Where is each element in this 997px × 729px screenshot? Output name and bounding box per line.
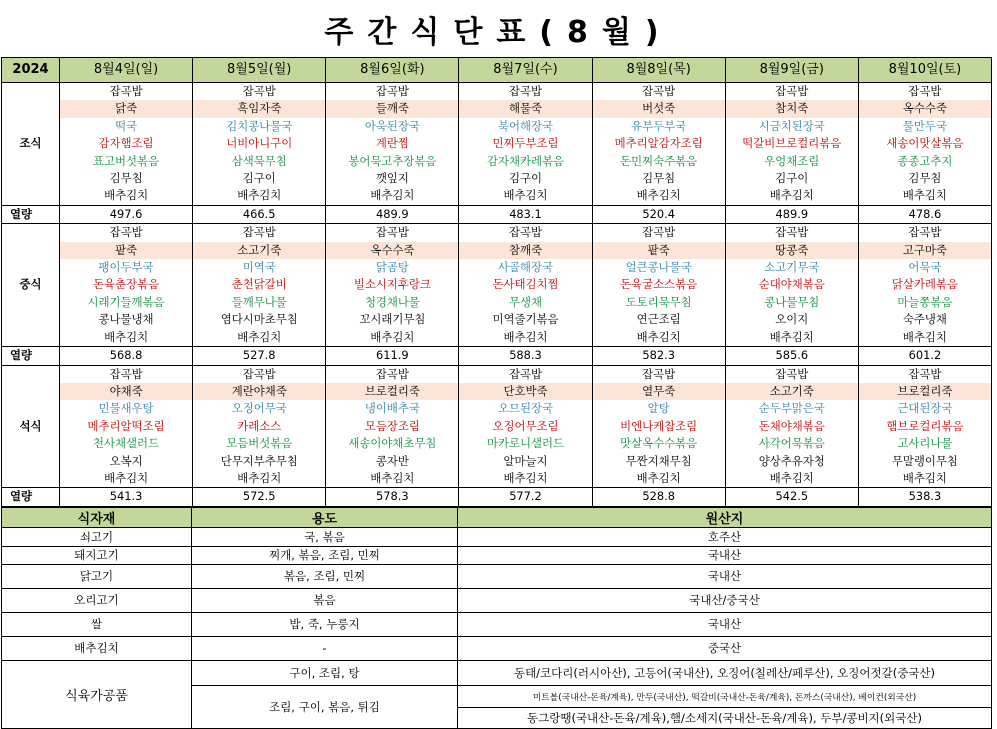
menu-item: 김무침 [592, 170, 725, 187]
menu-item: 김구이 [193, 170, 326, 187]
menu-item: 소고기죽 [725, 383, 858, 400]
menu-item: 닭살카레볶음 [858, 276, 991, 293]
menu-item: 메추리알떡조림 [60, 418, 193, 435]
menu-item: 잡곡밥 [858, 224, 991, 242]
menu-item: 배추김치 [858, 329, 991, 347]
menu-item: 옥수수죽 [326, 242, 459, 259]
calorie-row [2, 205, 992, 223]
menu-item: 잡곡밥 [60, 365, 193, 383]
menu-item: 오므된장국 [459, 400, 592, 417]
menu-item: 도토리묵무침 [592, 294, 725, 311]
menu-item: 너비아니구이 [193, 135, 326, 152]
menu-item: 잡곡밥 [858, 365, 991, 383]
origin-use: 찌개, 볶음, 조림, 민찌 [192, 546, 458, 564]
menu-item: 땅콩죽 [725, 242, 858, 259]
menu-item: 잡곡밥 [193, 224, 326, 242]
origin-use: 볶음 [192, 588, 458, 612]
weekly-menu-table [1, 57, 992, 507]
menu-item: 배추김치 [326, 187, 459, 205]
menu-item: 잡곡밥 [193, 83, 326, 101]
menu-item: 배추김치 [60, 329, 193, 347]
menu-item: 잡곡밥 [326, 365, 459, 383]
menu-item: 잡곡밥 [725, 224, 858, 242]
menu-item: 콩자반 [326, 453, 459, 470]
menu-row [2, 365, 992, 383]
menu-item: 계란야채죽 [193, 383, 326, 400]
menu-item: 민찌두부조림 [459, 135, 592, 152]
calorie-value: 538.3 [858, 488, 991, 506]
menu-item: 단호박죽 [459, 383, 592, 400]
menu-item: 배추김치 [592, 329, 725, 347]
menu-item: 잡곡밥 [725, 83, 858, 101]
origin-country: 중국산 [458, 636, 992, 660]
day-header: 8월10일(토) [858, 58, 991, 83]
calorie-value: 578.3 [326, 488, 459, 506]
menu-item: 어묵국 [858, 259, 991, 276]
menu-item: 고사리나물 [858, 435, 991, 452]
menu-row [2, 418, 992, 435]
menu-item: 돈육춘장볶음 [60, 276, 193, 293]
calorie-value: 528.8 [592, 488, 725, 506]
menu-item: 꼬시래기무침 [326, 311, 459, 328]
menu-item: 단무지부추무침 [193, 453, 326, 470]
menu-row [2, 153, 992, 170]
calorie-value: 572.5 [193, 488, 326, 506]
origin-country: 국내산 [458, 564, 992, 588]
meal-label: 석식 [2, 365, 60, 488]
calorie-value: 489.9 [326, 205, 459, 223]
menu-item: 청경채나물 [326, 294, 459, 311]
menu-item: 유부두부국 [592, 118, 725, 135]
menu-item: 양상추유자청 [725, 453, 858, 470]
menu-item: 배추김치 [858, 470, 991, 488]
menu-item: 오징어무국 [193, 400, 326, 417]
menu-item: 햄브로컬리볶음 [858, 418, 991, 435]
origin-header-row [2, 507, 992, 527]
menu-item: 들깨무나물 [193, 294, 326, 311]
menu-item: 김구이 [459, 170, 592, 187]
menu-item: 배추김치 [193, 329, 326, 347]
menu-item: 연근조림 [592, 311, 725, 328]
menu-item: 참깨죽 [459, 242, 592, 259]
menu-item: 콩나물무침 [725, 294, 858, 311]
menu-item: 배추김치 [725, 329, 858, 347]
menu-item: 소고기무국 [725, 259, 858, 276]
menu-item: 닭곰탕 [326, 259, 459, 276]
menu-row [2, 118, 992, 135]
menu-item: 비엔나케찹조림 [592, 418, 725, 435]
menu-item: 알마늘지 [459, 453, 592, 470]
menu-row [2, 383, 992, 400]
menu-item: 옥수수죽 [858, 100, 991, 117]
calorie-value: 585.6 [725, 347, 858, 365]
menu-item: 무짠지채무침 [592, 453, 725, 470]
menu-item: 미역줄기볶음 [459, 311, 592, 328]
menu-item: 김치콩나물국 [193, 118, 326, 135]
menu-item: 배추김치 [60, 470, 193, 488]
calorie-row [2, 488, 992, 506]
menu-item: 참치죽 [725, 100, 858, 117]
menu-row [2, 470, 992, 488]
origin-use: 조림, 구이, 볶음, 튀김 [192, 685, 458, 728]
menu-item: 배추김치 [592, 470, 725, 488]
menu-item: 떡갈비브로컬리볶음 [725, 135, 858, 152]
origin-country: 국내산 [458, 612, 992, 636]
menu-item: 북어해장국 [459, 118, 592, 135]
menu-item: 무말랭이무침 [858, 453, 991, 470]
origin-item: 쌀 [2, 612, 192, 636]
menu-row [2, 259, 992, 276]
menu-item: 잡곡밥 [725, 365, 858, 383]
menu-item: 돈채야채볶음 [725, 418, 858, 435]
origin-use: 구이, 조림, 탕 [192, 660, 458, 685]
menu-item: 잡곡밥 [326, 83, 459, 101]
menu-item: 근대된장국 [858, 400, 991, 417]
menu-item: 배추김치 [592, 187, 725, 205]
menu-item: 떡국 [60, 118, 193, 135]
origin-use: - [192, 636, 458, 660]
menu-item: 무생채 [459, 294, 592, 311]
day-header: 8월7일(수) [459, 58, 592, 83]
calorie-label: 열량 [2, 347, 60, 365]
menu-item: 잡곡밥 [326, 224, 459, 242]
calorie-value: 568.8 [60, 347, 193, 365]
menu-item: 표고버섯볶음 [60, 153, 193, 170]
menu-item: 사골해장국 [459, 259, 592, 276]
origin-item: 쇠고기 [2, 527, 192, 546]
origin-row [2, 546, 992, 564]
menu-item: 민물새우탕 [60, 400, 193, 417]
menu-item: 알탕 [592, 400, 725, 417]
calorie-value: 497.6 [60, 205, 193, 223]
menu-item: 팽이두부국 [60, 259, 193, 276]
menu-item: 물만두국 [858, 118, 991, 135]
menu-item: 버섯죽 [592, 100, 725, 117]
menu-item: 배추김치 [193, 470, 326, 488]
menu-item: 팥죽 [592, 242, 725, 259]
menu-item: 배추김치 [725, 187, 858, 205]
menu-item: 김무침 [858, 170, 991, 187]
origin-header-item: 식자재 [2, 507, 192, 527]
menu-item: 오징어무조림 [459, 418, 592, 435]
origin-header-use: 용도 [192, 507, 458, 527]
origin-row [2, 636, 992, 660]
menu-item: 시래기들깨볶음 [60, 294, 193, 311]
menu-item: 사각어묵볶음 [725, 435, 858, 452]
calorie-value: 466.5 [193, 205, 326, 223]
menu-row [2, 135, 992, 152]
menu-item: 순두부맑은국 [725, 400, 858, 417]
menu-item: 천사채샐러드 [60, 435, 193, 452]
menu-header-row [2, 58, 992, 83]
menu-item: 아욱된장국 [326, 118, 459, 135]
calorie-value: 478.6 [858, 205, 991, 223]
menu-item: 잡곡밥 [459, 365, 592, 383]
menu-item: 닭죽 [60, 100, 193, 117]
origin-item: 닭고기 [2, 564, 192, 588]
menu-item: 배추김치 [459, 470, 592, 488]
menu-item: 야채죽 [60, 383, 193, 400]
origin-use: 볶음, 조림, 민찌 [192, 564, 458, 588]
menu-item: 브로컬리죽 [858, 383, 991, 400]
calorie-value: 542.5 [725, 488, 858, 506]
menu-row [2, 83, 992, 101]
origin-item: 배추김치 [2, 636, 192, 660]
day-header: 8월9일(금) [725, 58, 858, 83]
day-header: 8월5일(월) [193, 58, 326, 83]
calorie-row [2, 347, 992, 365]
menu-row [2, 224, 992, 242]
menu-item: 배추김치 [858, 187, 991, 205]
menu-item: 들깨죽 [326, 100, 459, 117]
origin-use: 밥, 죽, 누룽지 [192, 612, 458, 636]
calorie-value: 601.2 [858, 347, 991, 365]
menu-item: 잡곡밥 [592, 224, 725, 242]
menu-item: 해물죽 [459, 100, 592, 117]
menu-item: 잡곡밥 [193, 365, 326, 383]
menu-item: 배추김치 [459, 187, 592, 205]
menu-item: 잡곡밥 [459, 83, 592, 101]
origin-item: 오리고기 [2, 588, 192, 612]
origin-country: 국내산/중국산 [458, 588, 992, 612]
menu-item: 배추김치 [326, 470, 459, 488]
menu-item: 소고기죽 [193, 242, 326, 259]
menu-item: 팥죽 [60, 242, 193, 259]
origin-country: 국내산 [458, 546, 992, 564]
menu-item: 오복지 [60, 453, 193, 470]
menu-item: 잡곡밥 [592, 365, 725, 383]
menu-item: 미역국 [193, 259, 326, 276]
menu-row [2, 453, 992, 470]
menu-item: 콩나물냉채 [60, 311, 193, 328]
calorie-value: 489.9 [725, 205, 858, 223]
menu-row [2, 100, 992, 117]
menu-item: 냉이배추국 [326, 400, 459, 417]
calorie-value: 588.3 [459, 347, 592, 365]
origin-row [2, 564, 992, 588]
origin-country: 동그랑땡(국내산-돈육/계육),햄/소세지(국내산-돈육/계육), 두부/콩비지(외국산) [458, 707, 992, 728]
calorie-label: 열량 [2, 205, 60, 223]
menu-item: 모듬버섯볶음 [193, 435, 326, 452]
menu-item: 돈사태김치찜 [459, 276, 592, 293]
menu-item: 돈육굴소스볶음 [592, 276, 725, 293]
menu-item: 봉어묵고추장볶음 [326, 153, 459, 170]
menu-row [2, 294, 992, 311]
menu-item: 브로컬리죽 [326, 383, 459, 400]
menu-item: 순대야채볶음 [725, 276, 858, 293]
menu-item: 잡곡밥 [60, 224, 193, 242]
menu-item: 맛살옥수수볶음 [592, 435, 725, 452]
menu-item: 흑임자죽 [193, 100, 326, 117]
calorie-value: 483.1 [459, 205, 592, 223]
origin-item: 돼지고기 [2, 546, 192, 564]
menu-item: 계란찜 [326, 135, 459, 152]
origin-country: 미트볼(국내산-돈육/계육), 만두(국내산), 떡갈비(국내산-돈육/계육), 돈까스(국내산), 베이컨(외국산) [458, 685, 992, 707]
day-header: 8월6일(화) [326, 58, 459, 83]
origin-item: 식육가공품 [2, 660, 192, 728]
menu-row [2, 435, 992, 452]
origin-row [2, 588, 992, 612]
menu-item: 김구이 [725, 170, 858, 187]
menu-item: 고구마죽 [858, 242, 991, 259]
menu-item: 배추김치 [326, 329, 459, 347]
menu-item: 잡곡밥 [592, 83, 725, 101]
menu-item: 빌소시지후랑크 [326, 276, 459, 293]
day-header: 8월4일(일) [60, 58, 193, 83]
origin-country: 호주산 [458, 527, 992, 546]
menu-row [2, 170, 992, 187]
menu-item: 새송이맛살볶음 [858, 135, 991, 152]
menu-item: 배추김치 [193, 187, 326, 205]
calorie-label: 열량 [2, 488, 60, 506]
menu-item: 마늘쫑볶음 [858, 294, 991, 311]
calorie-value: 520.4 [592, 205, 725, 223]
origin-row [2, 527, 992, 546]
menu-item: 카레소스 [193, 418, 326, 435]
menu-row [2, 242, 992, 259]
menu-item: 감자채카레볶음 [459, 153, 592, 170]
menu-item: 새송이야채초무침 [326, 435, 459, 452]
menu-item: 춘천닭갈비 [193, 276, 326, 293]
menu-item: 삼색묵무침 [193, 153, 326, 170]
menu-item: 잡곡밥 [60, 83, 193, 101]
menu-row [2, 187, 992, 205]
menu-item: 마카로니샐러드 [459, 435, 592, 452]
menu-item: 얼큰콩나물국 [592, 259, 725, 276]
year-cell: 2024 [2, 58, 60, 83]
calorie-value: 611.9 [326, 347, 459, 365]
origin-table [1, 507, 992, 729]
menu-item: 깻잎지 [326, 170, 459, 187]
menu-item: 감자햄조림 [60, 135, 193, 152]
calorie-value: 582.3 [592, 347, 725, 365]
menu-item: 잡곡밥 [858, 83, 991, 101]
calorie-value: 527.8 [193, 347, 326, 365]
day-header: 8월8일(목) [592, 58, 725, 83]
menu-row [2, 400, 992, 417]
calorie-value: 541.3 [60, 488, 193, 506]
calorie-value: 577.2 [459, 488, 592, 506]
origin-processed-row [2, 660, 992, 685]
menu-row [2, 329, 992, 347]
menu-item: 오이지 [725, 311, 858, 328]
meal-label: 중식 [2, 224, 60, 347]
menu-item: 시금치된장국 [725, 118, 858, 135]
origin-country: 동태/코다리(러시아산), 고등어(국내산), 오징어(칠레산/페루산), 오징어젓갈(중국산) [458, 660, 992, 685]
menu-item: 돈민찌숙주볶음 [592, 153, 725, 170]
menu-item: 배추김치 [459, 329, 592, 347]
menu-row [2, 276, 992, 293]
page-title: 주간식단표(8월) [324, 14, 673, 50]
menu-item: 메추리알감자조림 [592, 135, 725, 152]
menu-item: 배추김치 [60, 187, 193, 205]
origin-header-origin: 원산지 [458, 507, 992, 527]
menu-item: 숙주냉채 [858, 311, 991, 328]
origin-use: 국, 볶음 [192, 527, 458, 546]
menu-item: 열무죽 [592, 383, 725, 400]
menu-item: 김무침 [60, 170, 193, 187]
menu-item: 염다시마초무침 [193, 311, 326, 328]
menu-item: 종종고추지 [858, 153, 991, 170]
menu-item: 우엉채조림 [725, 153, 858, 170]
menu-item: 잡곡밥 [459, 224, 592, 242]
menu-item: 배추김치 [725, 470, 858, 488]
menu-item: 모듬장조림 [326, 418, 459, 435]
menu-row [2, 311, 992, 328]
meal-label: 조식 [2, 83, 60, 206]
origin-row [2, 612, 992, 636]
